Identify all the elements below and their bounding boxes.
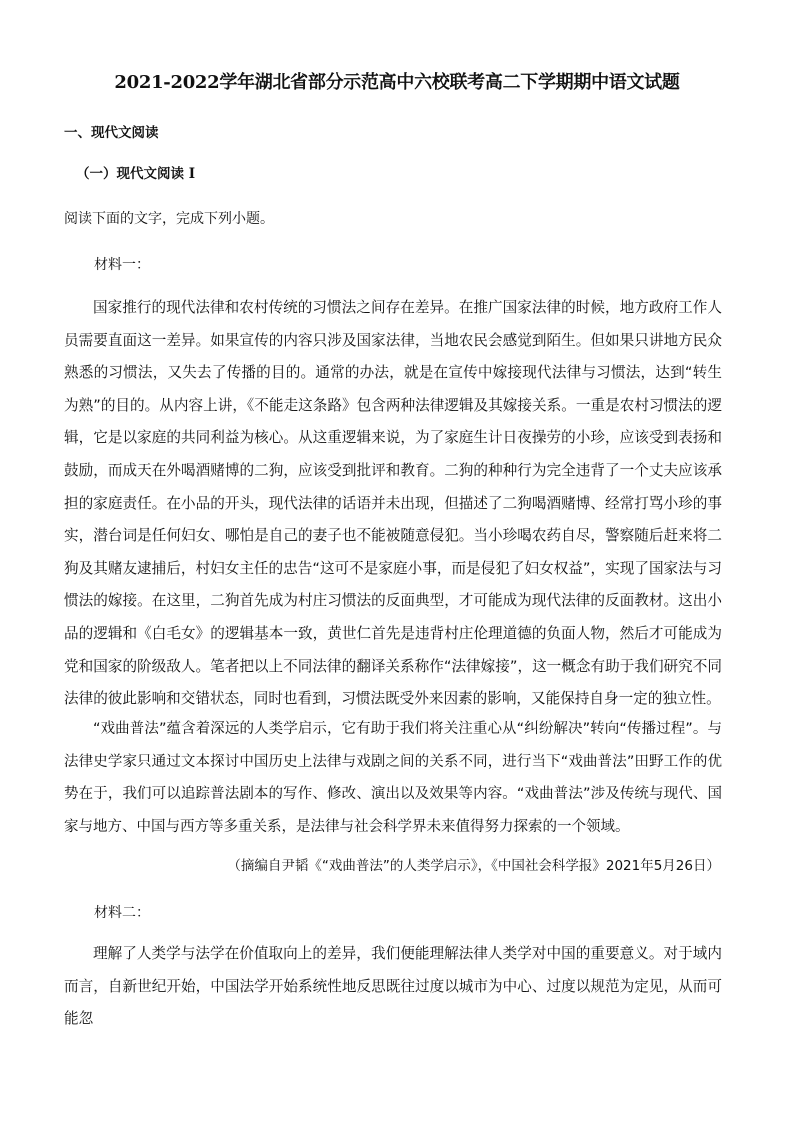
subsection-heading: （一）现代文阅读 I [76,166,196,182]
section-heading: 一、现代文阅读 [64,125,159,141]
material1-source-citation: （摘编自尹韬《“戏曲普法”的人类学启示》，《中国社会科学报》2021年5月26日） [227,858,720,874]
material2-label: 材料二： [94,905,150,921]
material1-paragraph1: 国家推行的现代法律和农村传统的习惯法之间存在差异。在推广国家法律的时候，地方政府工作人员需要直面这一差异。如果宣传的内容只涉及国家法律，当地农民会感觉到陌生。但如果只讲地方民众熟悉的习惯法，又失去了传播的目的。通常的办法，就是在宣传中嫁接现代法律与习惯法，达到“转生为熟”的目的。从内容上讲，《不能走这条路》包含两种法律逻辑及其嫁接关系。一重是农村习惯法的逻辑，它是以家庭的共同利益为核心。从这重逻辑来说，为了家庭生计日夜操劳的小珍，应该受到表扬和鼓励，而成天在外喝酒赌博的二狗，应该受到批评和教育。二狗的种种行为完全违背了一个丈夫应该承担的家庭责任。在小品的开头，现代法律的话语并未出现，但描述了二狗喝酒赌博、经常打骂小珍的事实，潜台词是任何妇女、哪怕是自己的妻子也不能被随意侵犯。当小珍喝农药自尽，警察随后赶来将二狗及其赌友逮捕后，村妇女主任的忠告“这可不是家庭小事，而是侵犯了妇女权益”，实现了国家法与习惯法的嫁接。在这里，二狗首先成为村庄习惯法的反面典型，才可能成为现代法律的反面教材。这出小品的逻辑和《白毛女》的逻辑基本一致，黄世仁首先是违背村庄伦理道德的负面人物，然后才可能成为党和国家的阶级敌人。笔者把以上不同法律的翻译关系称作“法律嫁接”，这一概念有助于我们研究不同法律的彼此影响和交错状态，同时也看到，习惯法既受外来因素的影响，又能保持自身一定的独立性。 [64,299,722,708]
document-title: 2021-2022学年湖北省部分示范高中六校联考高二下学期期中语文试题 [114,72,680,93]
material1-paragraph2: “戏曲普法”蕴含着深远的人类学启示，它有助于我们将关注重心从“纠纷解决”转向“传播过程”。与法律史学家只通过文本探讨中国历史上法律与戏剧之间的关系不同，进行当下“戏曲普法”田野工作的优势在于，我们可以追踪普法剧本的写作、修改、演出以及效果等内容。“戏曲普法”涉及传统与现代、国家与地方、中国与西方等多重关系，是法律与社会科学界未来值得努力探索的一个领域。 [64,721,722,835]
material2-paragraph1: 理解了人类学与法学在价值取向上的差异，我们便能理解法律人类学对中国的重要意义。对于域内而言，自新世纪开始，中国法学开始系统性地反思既往过度以城市为中心、过度以规范为定见，从而可能忽 [64,945,722,1028]
material1-label: 材料一： [94,257,150,273]
reading-instruction: 阅读下面的文字，完成下列小题。 [64,211,274,227]
